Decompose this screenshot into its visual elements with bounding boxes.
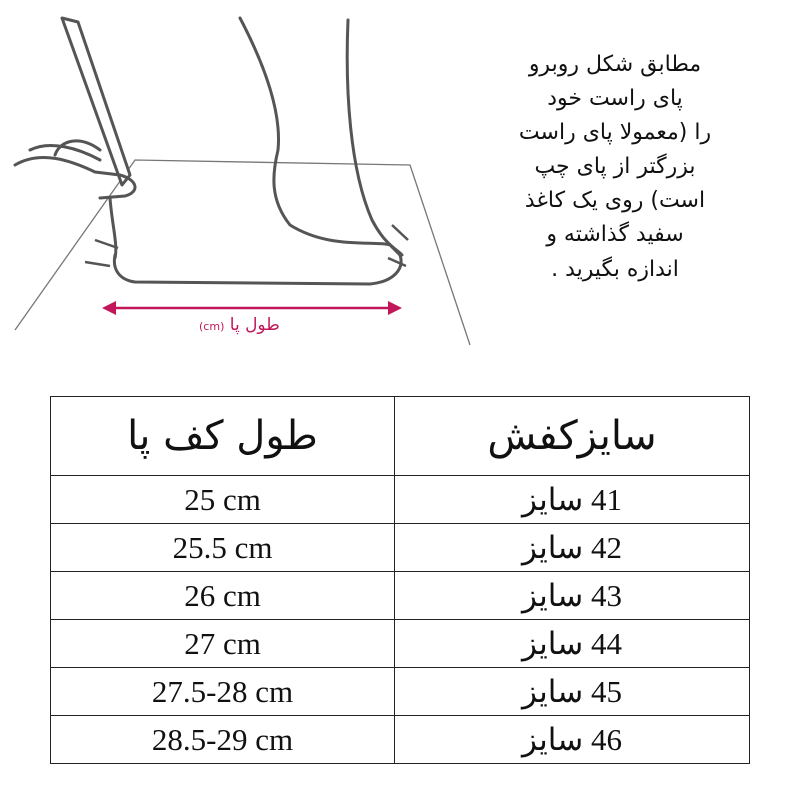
table-row (51, 716, 750, 764)
shoe-size-cell (395, 716, 750, 764)
shoe-size-cell (395, 476, 750, 524)
instruction-line: مطابق شکل روبرو (528, 52, 702, 77)
size-number: 44 (590, 625, 622, 661)
leg-back-line (347, 20, 402, 255)
instruction-line: سفید گذاشته و (546, 222, 684, 248)
header-foot-length: طول کف پا (51, 397, 395, 476)
leg-front-line (114, 18, 401, 284)
foot-length-cell: 25 cm (51, 476, 395, 524)
table-row (51, 620, 750, 668)
instruction-line: را (معمولا پای راست (518, 120, 712, 146)
table-row (51, 476, 750, 524)
size-word: سایز (522, 625, 584, 661)
size-word: سایز (522, 529, 584, 565)
size-word: سایز (522, 721, 584, 757)
table-header-row (51, 397, 750, 476)
shoe-size-cell (395, 668, 750, 716)
instruction-line: اندازه بگیرید . (551, 256, 679, 282)
foot-length-cell: 25.5 cm (51, 524, 395, 572)
table-row (51, 572, 750, 620)
table-row (51, 524, 750, 572)
size-word: سایز (522, 673, 584, 709)
size-number: 46 (590, 721, 622, 757)
dimension-unit: (cm) (199, 320, 225, 333)
shoe-size-cell (395, 524, 750, 572)
size-word: سایز (522, 481, 584, 517)
size-word: سایز (522, 577, 584, 613)
instruction-line: است) روی یک کاغذ (524, 188, 706, 214)
dimension-arrow (102, 301, 402, 315)
table-row (51, 668, 750, 716)
shoe-size-cell (395, 620, 750, 668)
size-number: 42 (590, 529, 622, 565)
dimension-label (195, 315, 280, 335)
shoe-size-cell (395, 572, 750, 620)
instruction-line: پای راست خود (547, 86, 683, 112)
size-number: 45 (590, 673, 622, 709)
instruction-line: بزرگتر از پای چپ (534, 154, 696, 180)
foot-length-cell: 27 cm (51, 620, 395, 668)
size-number: 43 (590, 577, 622, 613)
size-chart-table (50, 396, 750, 764)
pencil (62, 18, 130, 185)
dimension-label-text: طول پا (229, 315, 280, 335)
size-number: 41 (590, 481, 622, 517)
header-shoe-size: سایزکفش (395, 397, 750, 476)
foot-measurement-illustration (0, 0, 480, 350)
measurement-instructions (470, 48, 760, 287)
foot-length-cell: 26 cm (51, 572, 395, 620)
foot-length-cell: 27.5-28 cm (51, 668, 395, 716)
foot-length-cell: 28.5-29 cm (51, 716, 395, 764)
